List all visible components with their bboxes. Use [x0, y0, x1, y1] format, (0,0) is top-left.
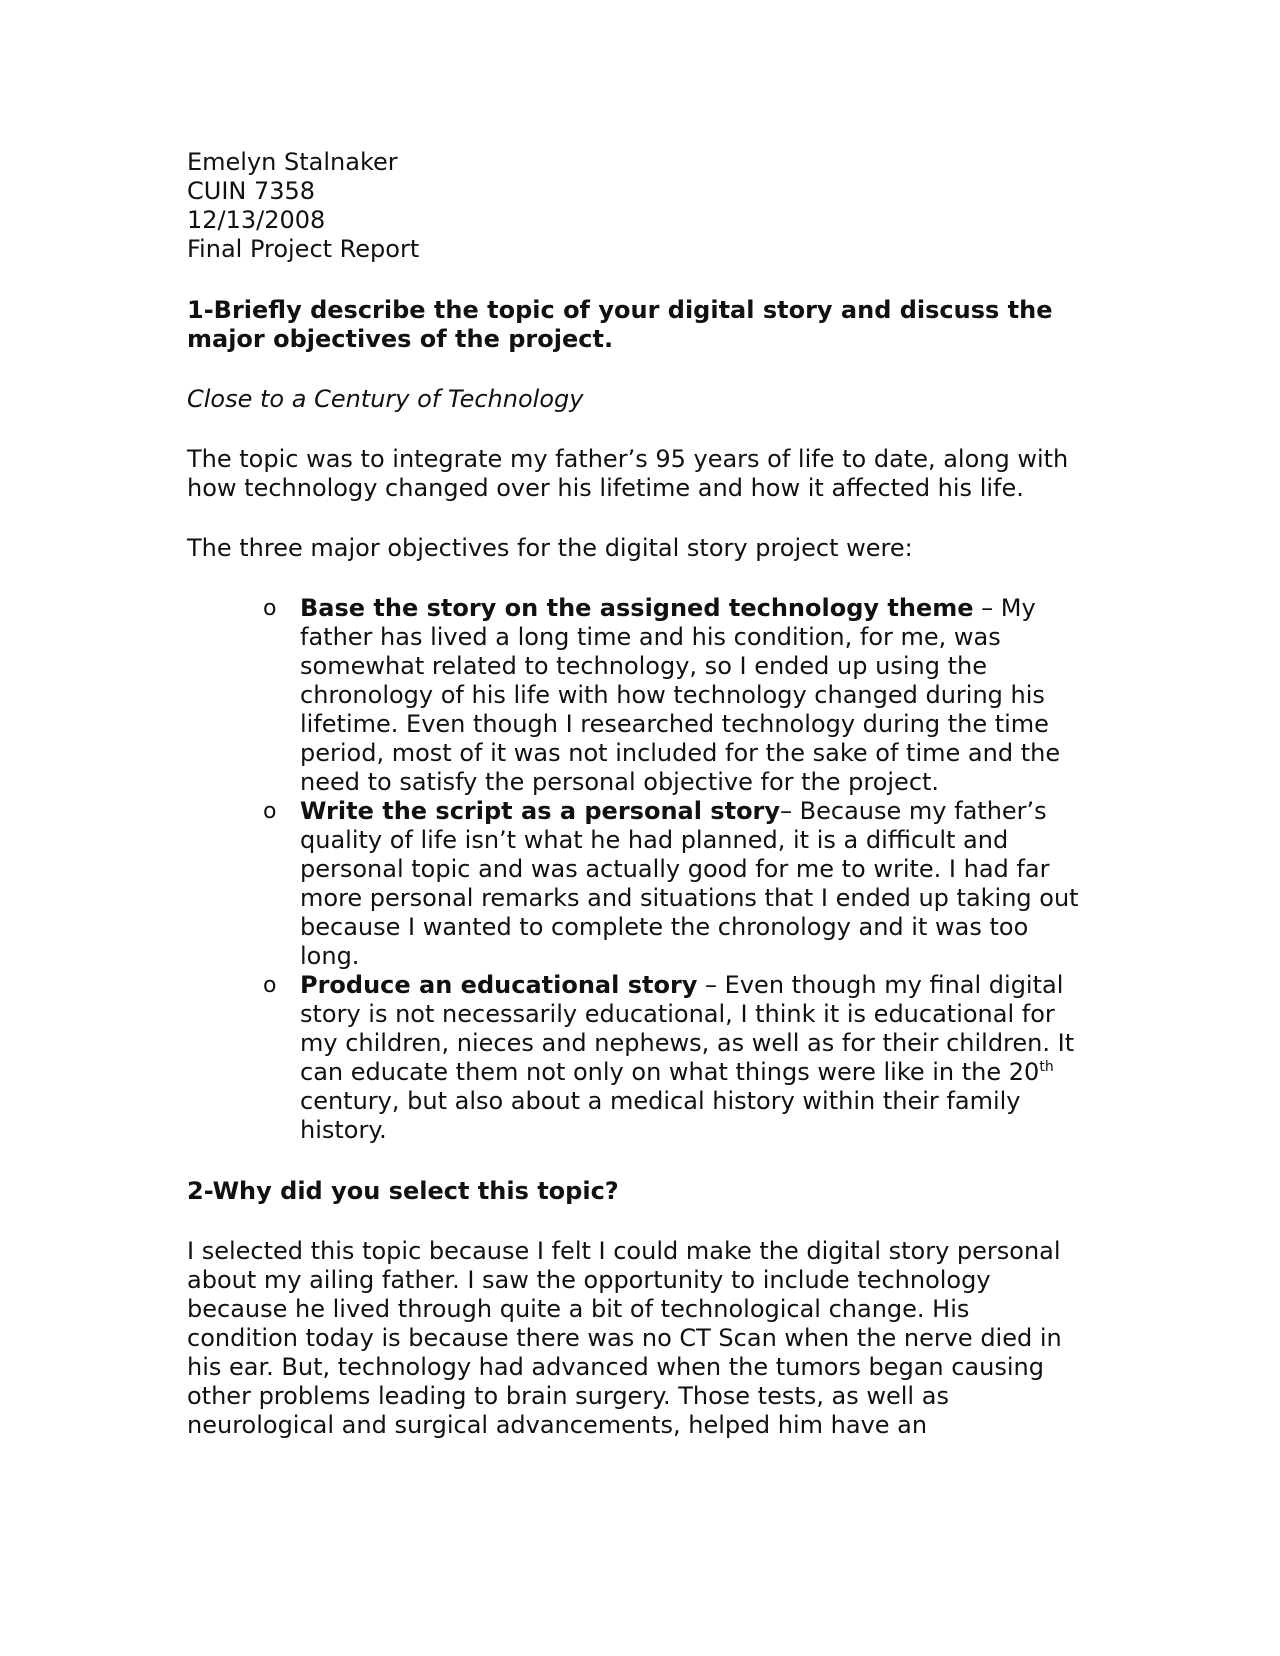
header-block [187, 148, 1087, 264]
objective-text-continued: century, but also about a medical history within their family history. [300, 1087, 1021, 1144]
objective-text: – Because my father’s quality of life isn’t what he had planned, it is a difficult and personal topic and was actually good for me to write. I had far more personal remarks and situations that I ended up taking out because I wanted to complete the chronology and it was too long. [300, 797, 1079, 970]
author-name: Emelyn Stalnaker [187, 148, 398, 176]
objective-text: – Even though my final digital story is not necessarily educational, I think it is educational for my children, nieces and nephews, as well as for their children. It can educate them not only on what things were like in the 20 [300, 971, 1075, 1086]
report-date: 12/13/2008 [187, 206, 326, 234]
ordinal-superscript: th [1039, 1059, 1054, 1075]
objective-title: Base the story on the assigned technology theme [300, 594, 974, 622]
bullet-icon: o [263, 973, 277, 998]
story-title: Close to a Century of Technology [187, 385, 584, 413]
objectives-list [187, 594, 1087, 1145]
objective-title: Write the script as a personal story [300, 797, 781, 825]
question-2-heading: 2-Why did you select this topic? [187, 1177, 619, 1205]
question-1-heading: 1-Briefly describe the topic of your digital story and discuss the major objectives of the project. [187, 296, 1053, 353]
topic-paragraph: The topic was to integrate my father’s 95 years of life to date, along with how technology changed over his lifetime and how it affected his life. [187, 445, 1069, 502]
objective-item [187, 971, 1087, 1145]
bullet-icon: o [263, 596, 277, 621]
objective-item [187, 797, 1087, 971]
document-page [187, 148, 1087, 1440]
objectives-intro: The three major objectives for the digital story project were: [187, 534, 913, 562]
objective-text: – My father has lived a long time and his condition, for me, was somewhat related to technology, so I ended up using the chronology of his life with how technology changed during his lifetime. Even though I researched technology during the time period, most of it was not included for the sake of time and the need to satisfy the personal objective for the project. [300, 594, 1061, 796]
selection-paragraph: I selected this topic because I felt I could make the digital story personal about my ailing father. I saw the opportunity to include technology because he lived through quite a bit of technological change. His condition today is because there was no CT Scan when the nerve died in his ear. But, technology had advanced when the tumors began causing other problems leading to brain surgery. Those tests, as well as neurological and surgical advancements, helped him have an [187, 1237, 1062, 1439]
objective-item [187, 594, 1087, 797]
course-code: CUIN 7358 [187, 177, 316, 205]
document-title: Final Project Report [187, 235, 420, 263]
objective-title: Produce an educational story [300, 971, 698, 999]
bullet-icon: o [263, 799, 277, 824]
